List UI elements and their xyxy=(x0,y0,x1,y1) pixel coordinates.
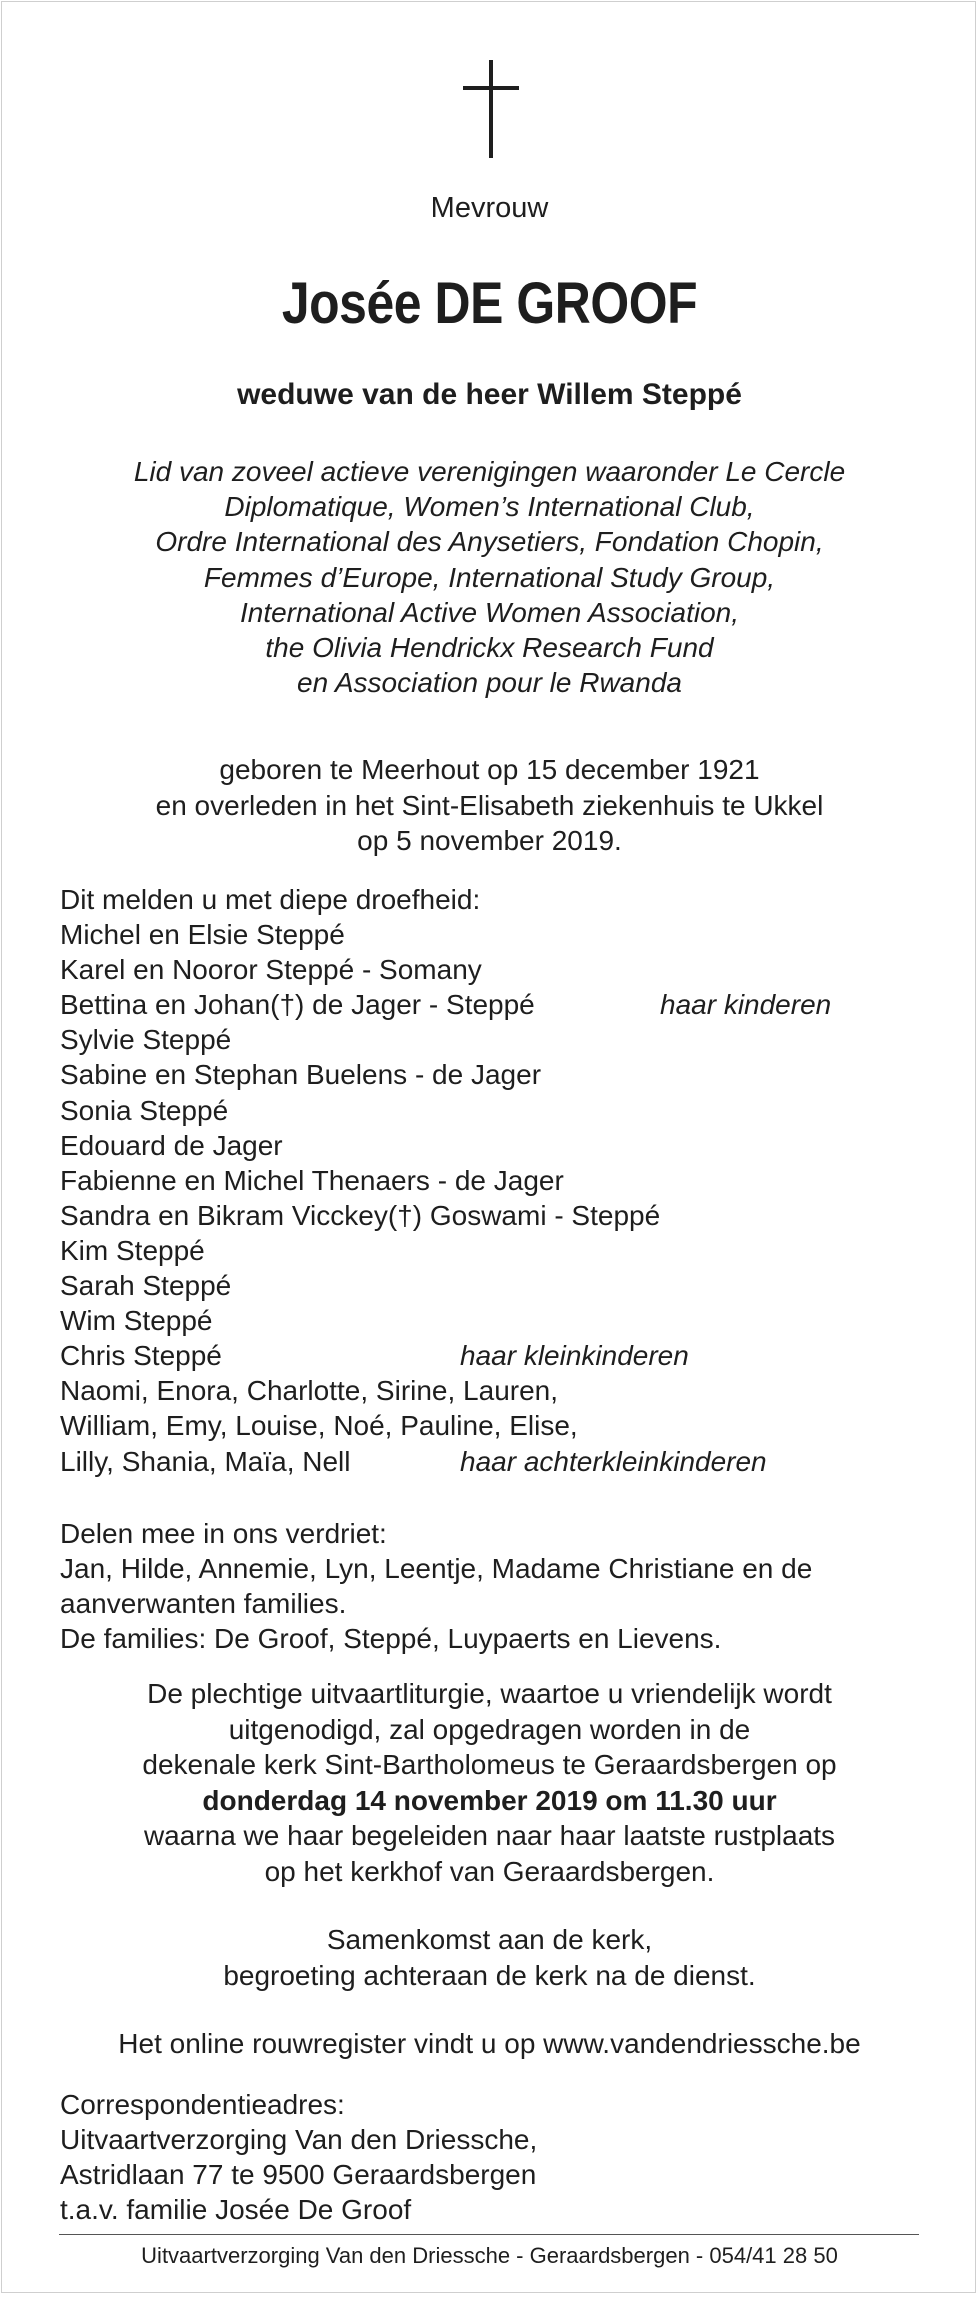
membership-line: en Association pour le Rwanda xyxy=(297,667,682,699)
membership-line: Femmes d’Europe, International Study Group, xyxy=(203,561,776,593)
list-item xyxy=(60,987,832,1022)
membership-line: International Active Women Association, xyxy=(239,596,740,628)
list-item: Michel en Elsie Steppé xyxy=(60,919,345,951)
service-line: op het kerkhof van Geraardsbergen. xyxy=(264,1855,715,1887)
mourner-name: Bettina en Johan(†) de Jager - Steppé xyxy=(60,989,535,1021)
sharing-line: Jan, Hilde, Annemie, Lyn, Leentje, Madame Christiane en de xyxy=(60,1553,813,1584)
sharing-line: aanverwanten families. xyxy=(60,1588,347,1619)
list-item xyxy=(60,1444,767,1479)
mourners-intro: Dit melden u met diepe droefheid: xyxy=(60,884,481,915)
membership-line: the Olivia Hendrickx Research Fund xyxy=(265,632,714,664)
meeting-line: begroeting achteraan de kerk na de dienst. xyxy=(223,1959,756,1991)
list-item: Sabine en Stephan Buelens - de Jager xyxy=(60,1059,542,1091)
list-item: Fabienne en Michel Thenaers - de Jager xyxy=(60,1164,564,1196)
deceased-name: Josée DE GROOF xyxy=(281,271,698,336)
address-line: t.a.v. familie Josée De Groof xyxy=(60,2194,412,2225)
list-item: Sandra en Bikram Vicckey(†) Goswami - Steppé xyxy=(60,1199,661,1231)
service-line: waarna we haar begeleiden naar haar laatste rustplaats xyxy=(143,1820,836,1851)
service-date-time: donderdag 14 november 2019 om 11.30 uur xyxy=(202,1784,777,1816)
birth-death-info xyxy=(2,752,977,859)
meeting-line: Samenkomst aan de kerk, xyxy=(326,1924,653,1955)
mourner-name: Lilly, Shania, Maïa, Nell xyxy=(60,1445,351,1477)
role-children: haar kinderen xyxy=(660,989,832,1021)
service-line: uitgenodigd, zal opgedragen worden in de xyxy=(228,1713,751,1745)
death-notice xyxy=(1,1,976,2293)
list-item xyxy=(60,1338,689,1373)
footer: Uitvaartverzorging Van den Driessche - Geraardsbergen - 054/41 28 50 xyxy=(141,2243,838,2268)
correspondence-label: Correspondentieadres: xyxy=(60,2089,345,2120)
membership-line: Diplomatique, Women’s International Club, xyxy=(224,491,755,523)
address-line: Uitvaartverzorging Van den Driessche, xyxy=(60,2124,538,2155)
families-line: De families: De Groof, Steppé, Luypaerts en Lievens. xyxy=(60,1623,722,1654)
widow-line: weduwe van de heer Willem Steppé xyxy=(237,378,742,411)
role-great-grandchildren: haar achterkleinkinderen xyxy=(460,1445,767,1477)
list-item: Sonia Steppé xyxy=(60,1094,229,1126)
death-line: en overleden in het Sint-Elisabeth ziekenhuis te Ukkel xyxy=(155,789,824,821)
address-line: Astridlaan 77 te 9500 Geraardsbergen xyxy=(60,2159,537,2190)
meeting-info xyxy=(2,1922,977,1993)
service-line: De plechtige uitvaartliturgie, waartoe u vriendelijk wordt xyxy=(147,1678,832,1709)
list-item: Sylvie Steppé xyxy=(60,1024,232,1056)
sharing-intro: Delen mee in ons verdriet: xyxy=(60,1518,387,1549)
mourners-list xyxy=(60,882,832,1479)
membership-line: Ordre International des Anysetiers, Fondation Chopin, xyxy=(155,526,824,558)
footer-divider xyxy=(59,2234,919,2235)
service-line: dekenale kerk Sint-Bartholomeus te Geraardsbergen op xyxy=(142,1749,837,1780)
correspondence-address xyxy=(60,2087,537,2227)
memberships xyxy=(2,454,977,700)
death-date-line: op 5 november 2019. xyxy=(357,825,622,857)
birth-line: geboren te Meerhout op 15 december 1921 xyxy=(219,754,760,785)
list-item: William, Emy, Louise, Noé, Pauline, Elise, xyxy=(60,1410,578,1442)
role-grandchildren: haar kleinkinderen xyxy=(460,1340,689,1372)
membership-line: Lid van zoveel actieve verenigingen waaronder Le Cercle xyxy=(133,456,846,487)
list-item: Kim Steppé xyxy=(60,1234,205,1266)
list-item: Wim Steppé xyxy=(60,1305,213,1337)
sharing-section xyxy=(60,1516,940,1656)
online-register: Het online rouwregister vindt u op www.vandendriessche.be xyxy=(118,2028,861,2059)
cross-icon xyxy=(463,60,519,158)
list-item: Sarah Steppé xyxy=(60,1270,232,1302)
list-item: Edouard de Jager xyxy=(60,1129,283,1161)
list-item: Karel en Nooror Steppé - Somany xyxy=(60,954,482,986)
mourner-name: Chris Steppé xyxy=(60,1340,222,1372)
funeral-service xyxy=(2,1676,977,1889)
salutation: Mevrouw xyxy=(430,192,549,224)
list-item: Naomi, Enora, Charlotte, Sirine, Lauren, xyxy=(60,1375,559,1407)
